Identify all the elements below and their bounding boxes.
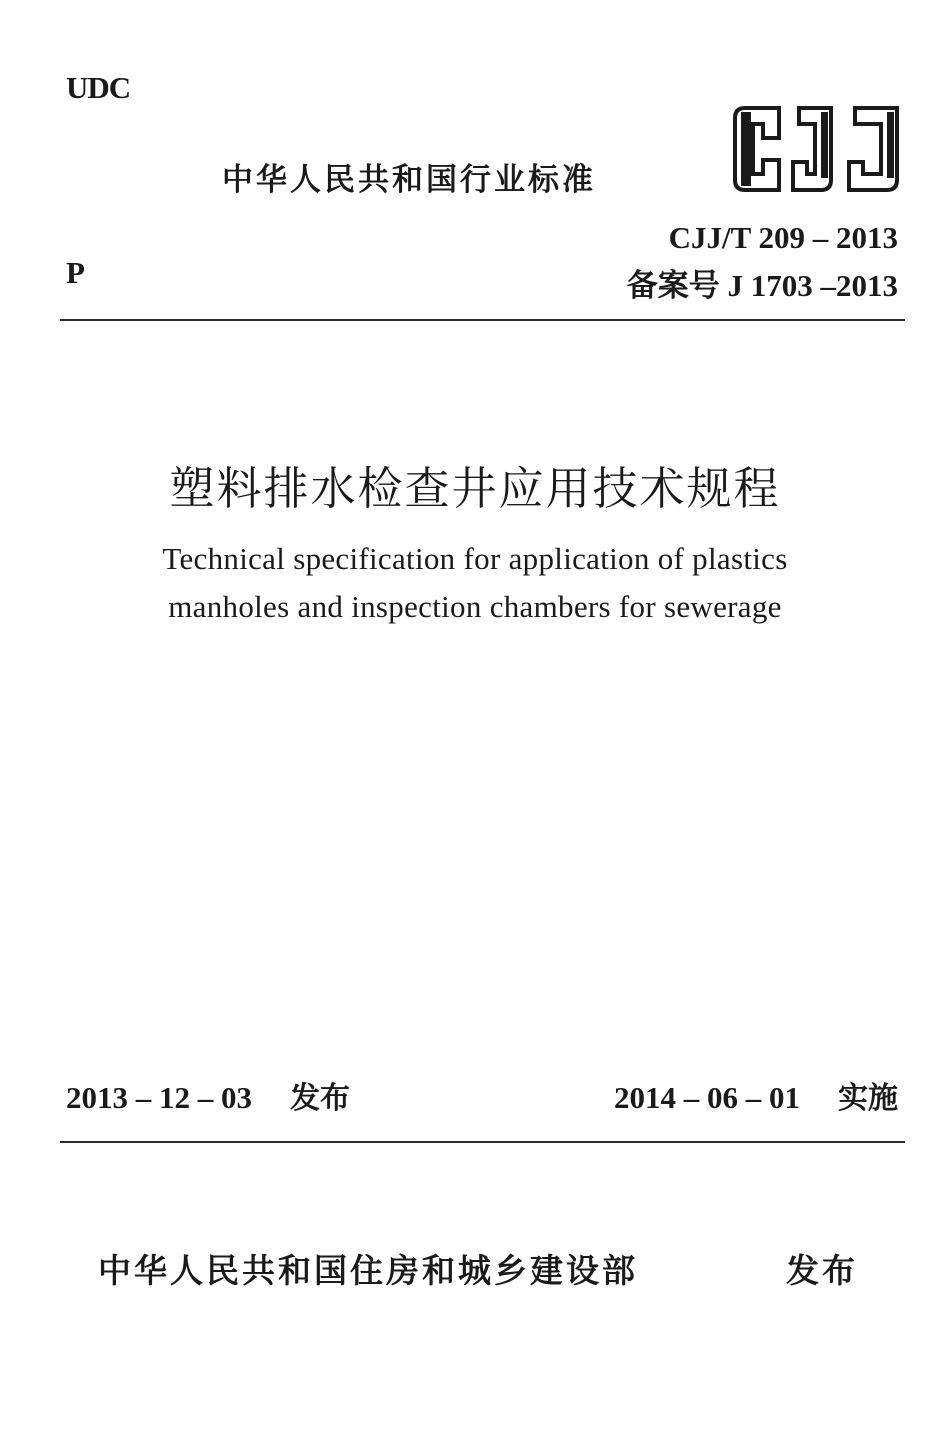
filing-number: 备案号 J 1703 –2013 xyxy=(626,268,898,303)
title-english xyxy=(0,535,950,631)
category-letter: P xyxy=(66,255,85,290)
standard-type: 中华人民共和国行业标准 xyxy=(222,162,596,198)
udc-label: UDC xyxy=(66,70,131,105)
standard-code: CJJ/T 209 – 2013 xyxy=(668,220,898,255)
top-divider xyxy=(60,319,905,321)
implementation-date: 2014 – 06 – 01 xyxy=(614,1080,800,1115)
publisher-action: 发布 xyxy=(786,1251,858,1290)
implementation-label: 实施 xyxy=(838,1081,898,1116)
bottom-divider xyxy=(60,1141,905,1143)
publisher-name: 中华人民共和国住房和城乡建设部 xyxy=(98,1251,638,1290)
issue-label: 发布 xyxy=(290,1081,350,1116)
title-chinese: 塑料排水检查井应用技术规程 xyxy=(169,462,781,515)
title-english-line1: Technical specification for application of plastics xyxy=(162,541,788,576)
logo-text: CJJ xyxy=(817,166,819,167)
issue-date-block xyxy=(66,1073,350,1117)
issue-date: 2013 – 12 – 03 xyxy=(66,1080,252,1115)
cjj-logo xyxy=(729,100,907,198)
implementation-date-block xyxy=(614,1073,898,1117)
title-english-line2: manholes and inspection chambers for sewerage xyxy=(168,589,782,624)
